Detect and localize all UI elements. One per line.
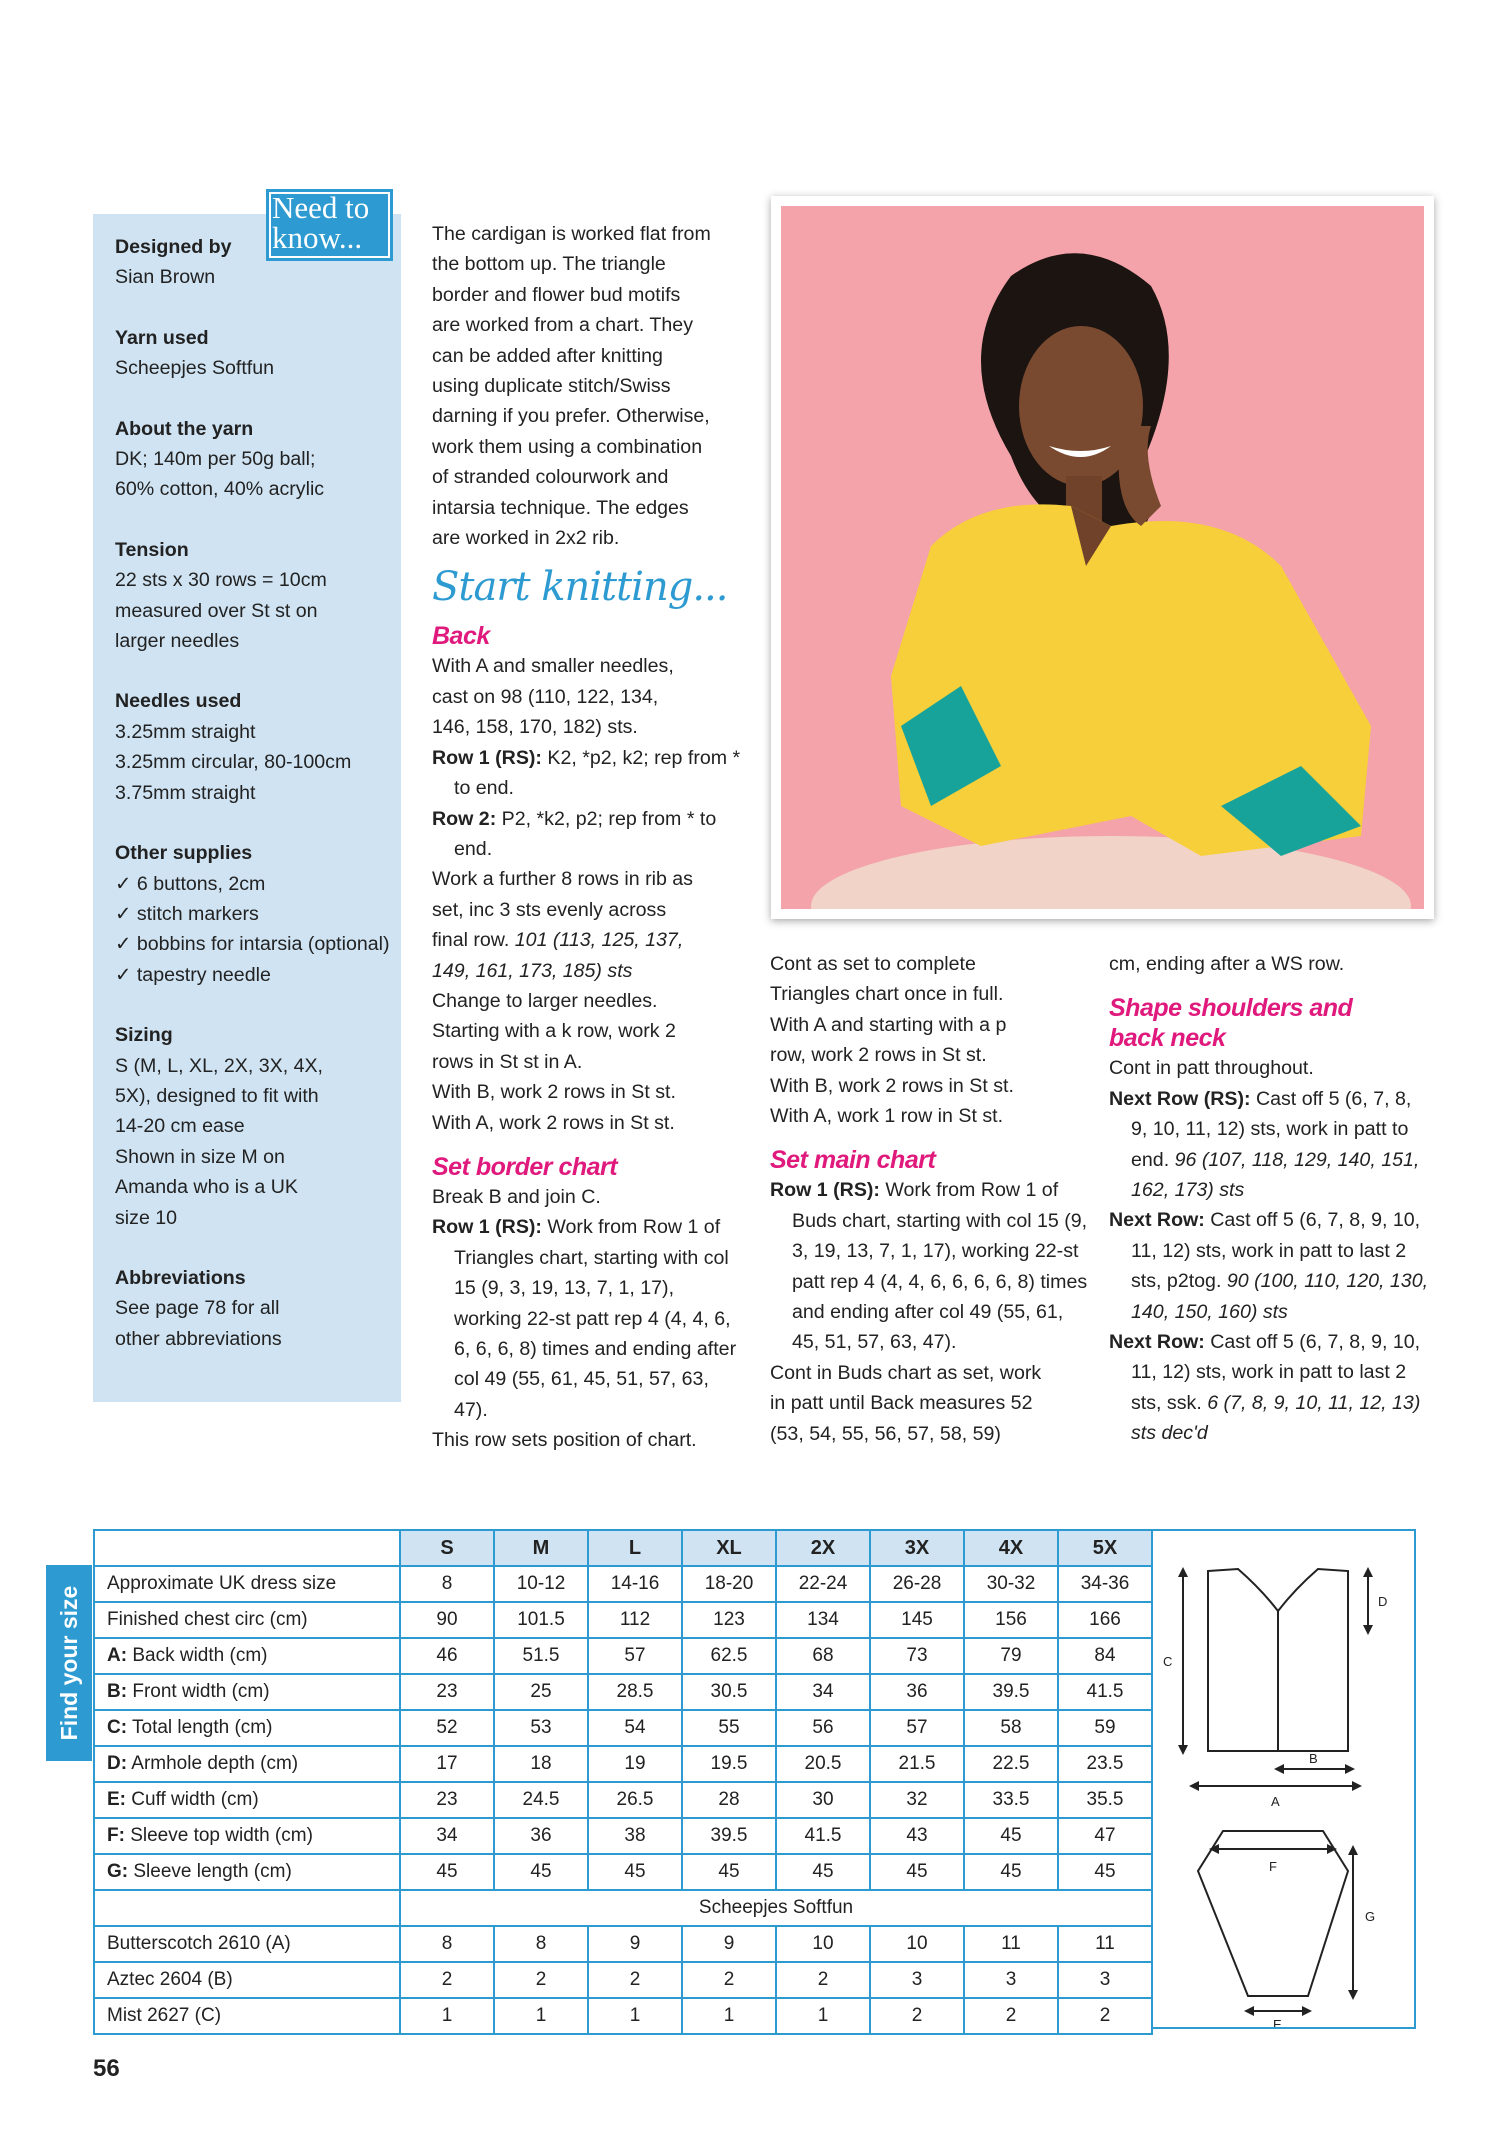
yarn-ball-count: 2 — [870, 1998, 964, 2034]
cont-line: Triangles chart once in full. — [770, 983, 1004, 1006]
table-cell: 19 — [588, 1746, 682, 1782]
abbreviations-label: Abbreviations — [115, 1266, 246, 1289]
table-cell: 101.5 — [494, 1602, 588, 1638]
table-cell: 10-12 — [494, 1566, 588, 1602]
cont-line: With B, work 2 rows in St st. — [770, 1074, 1014, 1097]
label-e: E — [1273, 2017, 1282, 2027]
need-to-know-sidebar — [93, 214, 401, 1402]
sizing-section — [115, 1020, 395, 1233]
measure-name: Sleeve top width (cm) — [124, 1824, 313, 1846]
about-yarn-section — [115, 414, 395, 505]
yarn-ball-count: 2 — [964, 1998, 1058, 2034]
table-cell: 41.5 — [1058, 1674, 1152, 1710]
table-cell: 32 — [870, 1782, 964, 1818]
row-label: Next Row: — [1109, 1209, 1205, 1232]
cont-line: With A, work 1 row in St st. — [770, 1105, 1004, 1128]
table-cell: 41.5 — [776, 1818, 870, 1854]
supply-item: ✓ bobbins for intarsia (optional) — [115, 933, 390, 956]
row-label: Row 1 (RS): — [770, 1179, 880, 1202]
table-cell: 33.5 — [964, 1782, 1058, 1818]
label-a: A — [1271, 1794, 1280, 1809]
table-cell: 20.5 — [776, 1746, 870, 1782]
table-cell: 47 — [1058, 1818, 1152, 1854]
change-line: rows in St st in A. — [432, 1050, 583, 1073]
change-line: With A, work 2 rows in St st. — [432, 1111, 675, 1134]
yarn-rows — [94, 1926, 1152, 2034]
yarn-colour-label: Mist 2627 (C) — [94, 1998, 400, 2034]
table-cell: 123 — [682, 1602, 776, 1638]
abbreviations-line: See page 78 for all — [115, 1297, 280, 1320]
measure-letter: B: — [107, 1680, 128, 1702]
measurement-rows — [94, 1566, 1152, 1890]
measure-name: Total length (cm) — [127, 1716, 273, 1738]
table-cell: 39.5 — [682, 1818, 776, 1854]
size-header: S — [400, 1530, 494, 1566]
abbreviations-line: other abbreviations — [115, 1327, 282, 1350]
yarn-ball-count: 1 — [400, 1998, 494, 2034]
table-row — [94, 1746, 1152, 1782]
row-label — [94, 1638, 400, 1674]
badge-line: know... — [272, 220, 363, 255]
back-line: 146, 158, 170, 182) sts. — [432, 716, 638, 739]
main-chart-heading: Set main chart — [770, 1146, 936, 1175]
row-label — [94, 1566, 400, 1602]
cont-line: With A and starting with a p — [770, 1013, 1007, 1036]
sizing-line: size 10 — [115, 1206, 178, 1229]
table-cell: 145 — [870, 1602, 964, 1638]
table-cell: 45 — [682, 1854, 776, 1890]
size-header-corner — [94, 1530, 400, 1566]
next-row-instruction — [1109, 1084, 1429, 1206]
rib-line — [432, 925, 742, 955]
intro-line: using duplicate stitch/Swiss — [432, 375, 671, 398]
size-table — [93, 1529, 1153, 2035]
table-cell: 22.5 — [964, 1746, 1058, 1782]
row-text: Cast off 5 (6, 7, 8, 9, 10, 11, 12) sts, work in patt to last 2 sts, p2tog. — [1131, 1209, 1421, 1293]
border-chart-heading: Set border chart — [432, 1152, 618, 1181]
size-header: XL — [682, 1530, 776, 1566]
yarn-used-value: Scheepjes Softfun — [115, 357, 275, 380]
table-cell: 156 — [964, 1602, 1058, 1638]
need-to-know-badge — [266, 189, 393, 261]
table-cell: 34 — [400, 1818, 494, 1854]
size-header-row — [94, 1530, 1152, 1566]
table-cell: 46 — [400, 1638, 494, 1674]
measure-name: Armhole depth (cm) — [127, 1752, 299, 1774]
sizing-line: S (M, L, XL, 2X, 3X, 4X, — [115, 1054, 324, 1077]
table-cell: 36 — [494, 1818, 588, 1854]
border-line: Break B and join C. — [432, 1185, 601, 1208]
back-line: With A and smaller needles, — [432, 655, 674, 678]
table-cell: 53 — [494, 1710, 588, 1746]
table-cell: 23.5 — [1058, 1746, 1152, 1782]
row-label — [94, 1818, 400, 1854]
cont-line: Cont as set to complete — [770, 953, 976, 975]
supply-item: ✓ tapestry needle — [115, 963, 271, 986]
rib-line: set, inc 3 sts evenly across — [432, 898, 667, 921]
row-label: Row 2: — [432, 807, 497, 830]
table-cell: 21.5 — [870, 1746, 964, 1782]
table-cell: 45 — [494, 1854, 588, 1890]
row-label: Row 1 (RS): — [432, 1216, 542, 1239]
tension-section — [115, 535, 395, 657]
schematic-diagram — [1151, 1529, 1416, 2029]
needles-label: Needles used — [115, 690, 242, 713]
table-cell: 52 — [400, 1710, 494, 1746]
label-d: D — [1378, 1594, 1388, 1609]
yarn-row — [94, 1962, 1152, 1998]
yarn-ball-count: 2 — [682, 1962, 776, 1998]
yarn-ball-count: 2 — [1058, 1998, 1152, 2034]
designer-name: Sian Brown — [115, 266, 216, 289]
yarn-used-label: Yarn used — [115, 326, 209, 349]
row-text: K2, *p2, k2; rep from * to end. — [454, 746, 741, 800]
table-cell: 68 — [776, 1638, 870, 1674]
photo-background — [781, 206, 1424, 909]
table-row — [94, 1818, 1152, 1854]
back-line: cast on 98 (110, 122, 134, — [432, 685, 659, 708]
row-label — [94, 1674, 400, 1710]
tension-line: 22 sts x 30 rows = 10cm — [115, 569, 327, 592]
sleeve-outline — [1198, 1831, 1348, 1996]
table-cell: 57 — [588, 1638, 682, 1674]
yarn-ball-count: 9 — [682, 1926, 776, 1962]
yarn-header-row — [94, 1890, 1152, 1926]
stitch-count: 101 (113, 125, 137, — [509, 929, 684, 952]
intro-line: intarsia technique. The edges — [432, 496, 689, 519]
row-label: Next Row: — [1109, 1331, 1205, 1354]
row-text: Work from Row 1 of Triangles chart, starting with col 15 (9, 3, 19, 13, 7, 1, 17), working 22-st patt rep 4 (4, 4, 6, 6, 6, 6, 8) times and ending after col 49 (55, 61, 45, 51, 57, 63, 47). — [454, 1216, 737, 1421]
row-label: Next Row (RS): — [1109, 1087, 1251, 1110]
table-cell: 62.5 — [682, 1638, 776, 1674]
table-cell: 34 — [776, 1674, 870, 1710]
column-2 — [770, 949, 1090, 1449]
table-cell: 25 — [494, 1674, 588, 1710]
yarn-colour-label: Butterscotch 2610 (A) — [94, 1926, 400, 1962]
measure-name: Cuff width (cm) — [126, 1788, 259, 1810]
page-number: 56 — [93, 2055, 120, 2082]
needles-section — [115, 686, 395, 808]
measure-letter: F: — [107, 1824, 125, 1846]
table-row — [94, 1782, 1152, 1818]
measure-letter: E: — [107, 1788, 126, 1810]
yarn-ball-count: 8 — [494, 1926, 588, 1962]
schematic-svg — [1153, 1531, 1414, 2027]
table-cell: 28.5 — [588, 1674, 682, 1710]
yarn-header: Scheepjes Softfun — [400, 1890, 1152, 1926]
yarn-ball-count: 1 — [682, 1998, 776, 2034]
measure-name: Back width (cm) — [127, 1644, 268, 1666]
yarn-used-section — [115, 323, 395, 384]
yarn-ball-count: 1 — [588, 1998, 682, 2034]
table-cell: 166 — [1058, 1602, 1152, 1638]
measure-letter: C: — [107, 1716, 128, 1738]
row-label — [94, 1782, 400, 1818]
trousers-shape — [811, 836, 1411, 909]
intro-line: The cardigan is worked flat from — [432, 223, 711, 245]
table-cell: 28 — [682, 1782, 776, 1818]
start-knitting-heading: Start knitting... — [432, 564, 728, 611]
table-cell: 45 — [1058, 1854, 1152, 1890]
yarn-ball-count: 8 — [400, 1926, 494, 1962]
table-cell: 43 — [870, 1818, 964, 1854]
table-cell: 59 — [1058, 1710, 1152, 1746]
intro-line: darning if you prefer. Otherwise, — [432, 405, 710, 428]
sizing-line: 14-20 cm ease — [115, 1115, 245, 1138]
measure-letter: G: — [107, 1860, 129, 1882]
yarn-ball-count: 11 — [964, 1926, 1058, 1962]
model-photo — [771, 196, 1434, 919]
supply-item: ✓ 6 buttons, 2cm — [115, 872, 266, 895]
table-cell: 45 — [964, 1818, 1058, 1854]
row-label — [94, 1710, 400, 1746]
stitch-count: 90 (100, 110, 120, 130, 140, 150, 160) sts — [1131, 1270, 1429, 1323]
yarn-ball-count: 9 — [588, 1926, 682, 1962]
back-heading: Back — [432, 622, 490, 651]
main-row-instruction — [770, 1175, 1090, 1357]
row-text: Cast off 5 (6, 7, 8, 9, 10, 11, 12) sts, work in patt to end. — [1131, 1087, 1412, 1171]
label-c: C — [1163, 1654, 1173, 1669]
yarn-row — [94, 1998, 1152, 2034]
table-cell: 17 — [400, 1746, 494, 1782]
yarn-ball-count: 1 — [494, 1998, 588, 2034]
main-cont-line: (53, 54, 55, 56, 57, 58, 59) — [770, 1422, 1001, 1445]
yarn-ball-count: 3 — [964, 1962, 1058, 1998]
yarn-row — [94, 1926, 1152, 1962]
table-row — [94, 1566, 1152, 1602]
needles-line: 3.25mm circular, 80-100cm — [115, 751, 352, 774]
table-cell: 30 — [776, 1782, 870, 1818]
intro-line: work them using a combination — [432, 435, 703, 458]
column-1 — [432, 219, 742, 1456]
needles-line: 3.25mm straight — [115, 720, 256, 743]
table-cell: 56 — [776, 1710, 870, 1746]
table-cell: 30.5 — [682, 1674, 776, 1710]
table-row — [94, 1854, 1152, 1890]
table-cell: 51.5 — [494, 1638, 588, 1674]
table-cell: 55 — [682, 1710, 776, 1746]
measure-name: Sleeve length (cm) — [128, 1860, 292, 1882]
table-cell: 18 — [494, 1746, 588, 1782]
row-1-instruction — [432, 743, 742, 804]
intro-line: the bottom up. The triangle — [432, 253, 666, 276]
table-cell: 23 — [400, 1674, 494, 1710]
label-g: G — [1365, 1909, 1376, 1924]
label-b: B — [1309, 1751, 1318, 1766]
about-yarn-line: 60% cotton, 40% acrylic — [115, 478, 325, 501]
table-row — [94, 1638, 1152, 1674]
size-header: 4X — [964, 1530, 1058, 1566]
table-cell: 23 — [400, 1782, 494, 1818]
designed-by-label: Designed by — [115, 236, 232, 258]
table-cell: 45 — [400, 1854, 494, 1890]
table-cell: 79 — [964, 1638, 1058, 1674]
main-cont-line: in patt until Back measures 52 — [770, 1392, 1033, 1415]
row-text: Cast off 5 (6, 7, 8, 9, 10, 11, 12) sts, work in patt to last 2 sts, ssk. — [1131, 1331, 1421, 1414]
rib-line: Work a further 8 rows in rib as — [432, 868, 693, 891]
model-illustration — [781, 206, 1424, 909]
table-row — [94, 1602, 1152, 1638]
label-f: F — [1269, 1859, 1277, 1874]
table-cell: 8 — [400, 1566, 494, 1602]
table-cell: 14-16 — [588, 1566, 682, 1602]
stitch-count: 6 (7, 8, 9, 10, 11, 12, 13) sts dec'd — [1131, 1391, 1421, 1445]
row-label — [94, 1746, 400, 1782]
about-yarn-line: DK; 140m per 50g ball; — [115, 448, 316, 471]
yarn-ball-count: 2 — [776, 1962, 870, 1998]
table-cell: 22-24 — [776, 1566, 870, 1602]
shape-shoulders-heading: Shape shoulders and — [1109, 994, 1353, 1023]
yarn-colour-label: Aztec 2604 (B) — [94, 1962, 400, 1998]
yarn-ball-count: 3 — [1058, 1962, 1152, 1998]
intro-line: are worked from a chart. They — [432, 314, 693, 337]
table-cell: 34-36 — [1058, 1566, 1152, 1602]
sizing-line: 5X), designed to fit with — [115, 1084, 319, 1107]
table-cell: 57 — [870, 1710, 964, 1746]
yarn-ball-count: 10 — [776, 1926, 870, 1962]
row-label: Row 1 (RS): — [432, 746, 542, 769]
intro-line: are worked in 2x2 rib. — [432, 527, 620, 550]
next-row-instruction — [1109, 1205, 1429, 1327]
intro-line: of stranded colourwork and — [432, 466, 669, 489]
intro-line: can be added after knitting — [432, 344, 663, 367]
table-cell: 38 — [588, 1818, 682, 1854]
table-cell: 18-20 — [682, 1566, 776, 1602]
table-cell: 134 — [776, 1602, 870, 1638]
table-cell: 54 — [588, 1710, 682, 1746]
find-your-size-label: Find your size — [55, 1585, 82, 1741]
row-2-instruction — [432, 804, 742, 865]
supply-item: ✓ stitch markers — [115, 902, 259, 925]
table-cell: 19.5 — [682, 1746, 776, 1782]
table-cell: 45 — [588, 1854, 682, 1890]
yarn-ball-count: 11 — [1058, 1926, 1152, 1962]
row-text: P2, *k2, p2; rep from * to end. — [454, 807, 717, 860]
row-label — [94, 1854, 400, 1890]
table-cell: 90 — [400, 1602, 494, 1638]
supplies-label: Other supplies — [115, 842, 253, 865]
table-cell: 26.5 — [588, 1782, 682, 1818]
front-right-outline — [1278, 1569, 1348, 1751]
yarn-header-corner — [94, 1890, 400, 1926]
table-row — [94, 1710, 1152, 1746]
measure-letter: D: — [107, 1752, 128, 1774]
supplies-section — [115, 838, 395, 990]
col3-top-line: cm, ending after a WS row. — [1109, 953, 1345, 975]
table-cell: 45 — [870, 1854, 964, 1890]
measure-name: Finished chest circ (cm) — [107, 1608, 308, 1630]
change-line: Starting with a k row, work 2 — [432, 1020, 676, 1043]
column-3 — [1109, 949, 1429, 1449]
size-header: 5X — [1058, 1530, 1152, 1566]
intro-line: border and flower bud motifs — [432, 283, 681, 306]
stitch-count: 96 (107, 118, 129, 140, 151, 162, 173) sts — [1131, 1148, 1420, 1202]
measure-letter: A: — [107, 1644, 128, 1666]
size-header: 2X — [776, 1530, 870, 1566]
table-row — [94, 1674, 1152, 1710]
find-your-size-tab — [46, 1565, 92, 1761]
cont-line: row, work 2 rows in St st. — [770, 1044, 987, 1067]
main-cont-line: Cont in Buds chart as set, work — [770, 1361, 1042, 1384]
yarn-ball-count: 1 — [776, 1998, 870, 2034]
sizing-line: Amanda who is a UK — [115, 1176, 298, 1199]
size-header: 3X — [870, 1530, 964, 1566]
front-left-outline — [1208, 1569, 1278, 1751]
abbreviations-section — [115, 1263, 395, 1354]
border-end-line: This row sets position of chart. — [432, 1429, 697, 1452]
table-cell: 84 — [1058, 1638, 1152, 1674]
change-line: Change to larger needles. — [432, 989, 658, 1012]
table-cell: 36 — [870, 1674, 964, 1710]
about-yarn-label: About the yarn — [115, 417, 254, 440]
row-label — [94, 1602, 400, 1638]
needles-line: 3.75mm straight — [115, 781, 256, 804]
sizing-line: Shown in size M on — [115, 1145, 285, 1168]
border-row-instruction — [432, 1212, 742, 1425]
table-cell: 45 — [964, 1854, 1058, 1890]
next-row-instruction — [1109, 1327, 1429, 1449]
stitch-count: 149, 161, 173, 185) sts — [432, 959, 633, 982]
tension-line: measured over St st on — [115, 599, 318, 622]
table-cell: 35.5 — [1058, 1782, 1152, 1818]
table-cell: 26-28 — [870, 1566, 964, 1602]
row-text: Work from Row 1 of Buds chart, starting with col 15 (9, 3, 19, 13, 7, 1, 17), working 22-st patt rep 4 (4, 4, 6, 6, 6, 6, 8) times and ending after col 49 (55, 61, 45, 51, 57, 63, 47). — [792, 1179, 1088, 1354]
tension-line: larger needles — [115, 630, 240, 653]
table-cell: 39.5 — [964, 1674, 1058, 1710]
badge-line: Need to — [272, 190, 370, 225]
measure-name: Approximate UK dress size — [107, 1572, 337, 1594]
yarn-ball-count: 2 — [494, 1962, 588, 1998]
sizing-label: Sizing — [115, 1024, 173, 1047]
table-cell: 30-32 — [964, 1566, 1058, 1602]
table-cell: 45 — [776, 1854, 870, 1890]
table-cell: 112 — [588, 1602, 682, 1638]
yarn-ball-count: 3 — [870, 1962, 964, 1998]
rib-text: final row. — [432, 929, 510, 952]
tension-label: Tension — [115, 538, 189, 561]
shape-shoulders-heading: back neck — [1109, 1024, 1226, 1053]
size-header: L — [588, 1530, 682, 1566]
shape-line: Cont in patt throughout. — [1109, 1057, 1314, 1080]
measure-name: Front width (cm) — [127, 1680, 270, 1702]
table-cell: 24.5 — [494, 1782, 588, 1818]
yarn-ball-count: 10 — [870, 1926, 964, 1962]
change-line: With B, work 2 rows in St st. — [432, 1081, 676, 1104]
size-header: M — [494, 1530, 588, 1566]
table-cell: 58 — [964, 1710, 1058, 1746]
yarn-ball-count: 2 — [400, 1962, 494, 1998]
table-cell: 73 — [870, 1638, 964, 1674]
yarn-ball-count: 2 — [588, 1962, 682, 1998]
